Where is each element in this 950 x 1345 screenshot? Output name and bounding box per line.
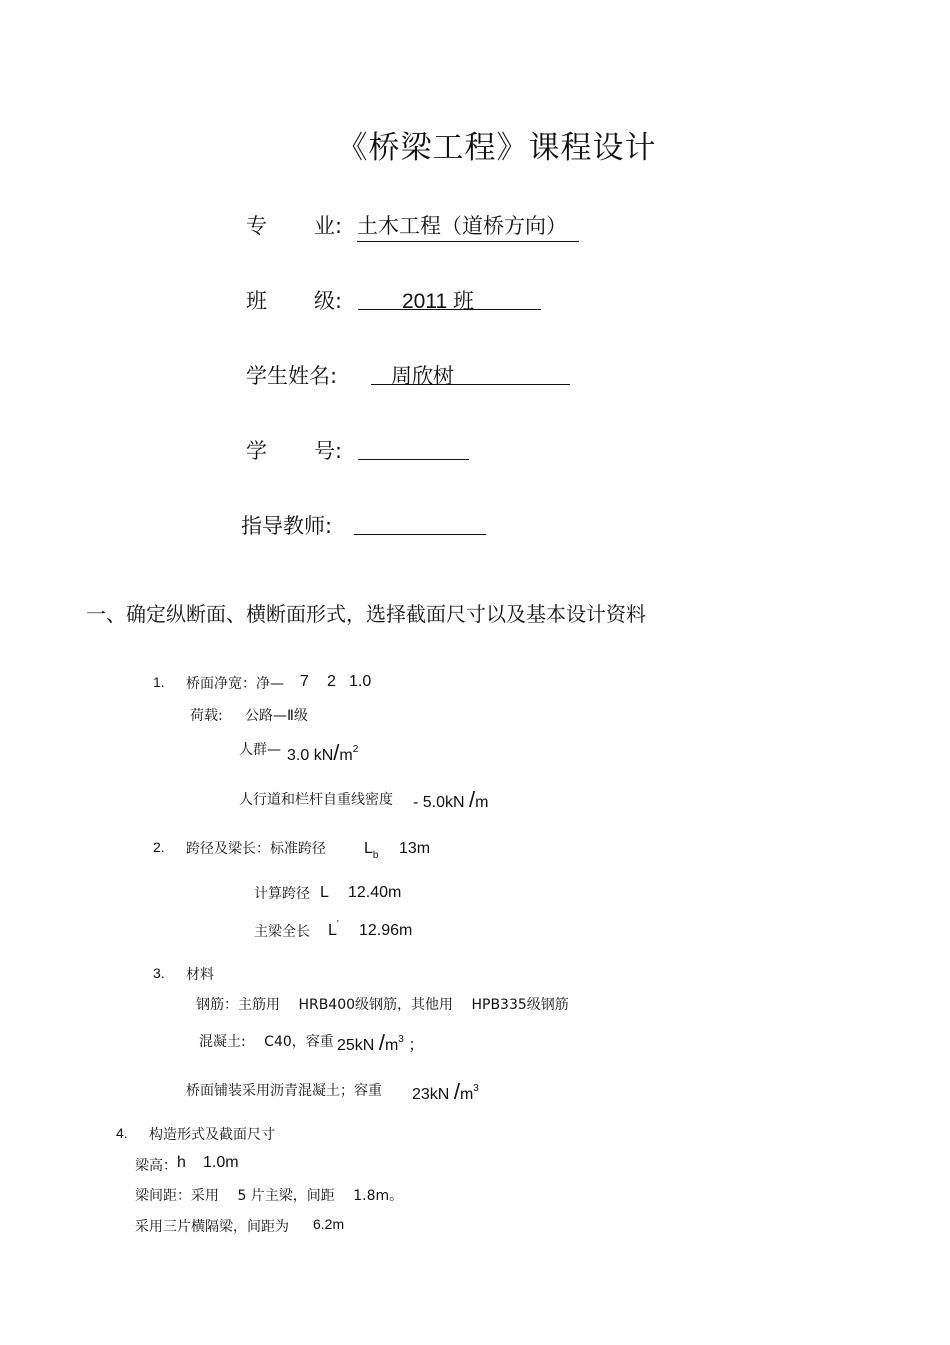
lb-subscript: b [372, 850, 379, 861]
item1-number: 1. [153, 674, 165, 690]
student-id-label-1: 学 [246, 439, 267, 463]
student-name-value: 周欣树 [391, 364, 454, 388]
item4-label: 构造形式及截面尺寸 [149, 1127, 275, 1143]
rail-load [413, 787, 488, 813]
full-length-symbol [328, 919, 339, 940]
item1-value-1: 7 [300, 673, 309, 690]
beam-height-symbol: h [177, 1154, 186, 1171]
full-prime: ' [336, 919, 339, 930]
class-value: 2011 班 [402, 290, 474, 313]
calc-span-symbol: L [320, 884, 329, 901]
item1-value-3: 1.0 [349, 673, 372, 690]
concrete-tail: ； [408, 1037, 425, 1054]
steel-spec: 钢筋：主筋用 HRB400级钢筋，其他用 HPB335级钢筋 [196, 997, 569, 1013]
load-value: 公路—Ⅱ级 [245, 708, 308, 724]
load-label: 荷载: [190, 708, 223, 724]
rail-slash: / [469, 787, 476, 812]
crowd-label: 人群— [239, 742, 281, 758]
class-label-2: 级: [314, 289, 343, 313]
beam-spacing: 梁间距：采用 5 片主梁，间距 1.8m。 [135, 1188, 404, 1204]
full-length-label: 主梁全长 [254, 924, 310, 940]
paving-label: 桥面铺装采用沥青混凝土；容重 [186, 1083, 382, 1099]
diaphragm-label: 采用三片横隔梁，间距为 [135, 1219, 289, 1235]
concrete-unit: m [384, 1037, 399, 1054]
student-id-value [358, 435, 469, 460]
major-label-2: 业: [314, 214, 343, 238]
rail-unit: m [475, 794, 489, 811]
calc-span-label: 计算跨径 [254, 886, 310, 902]
item1-label: 桥面净宽：净— [186, 676, 284, 692]
section-heading: 一、确定纵断面、横断面形式，选择截面尺寸以及基本设计资料 [86, 602, 646, 626]
paving-slash: / [453, 1079, 460, 1104]
concrete-weight [337, 1030, 424, 1056]
concrete-value: 25kN [337, 1037, 375, 1054]
item2-number-text: 2. [153, 839, 165, 855]
paving-weight [412, 1079, 479, 1105]
standard-span-symbol [364, 840, 379, 861]
paving-unit: m [459, 1086, 474, 1103]
item1-value-2: 2 [327, 673, 336, 690]
beam-height-label: 梁高： [135, 1158, 177, 1174]
item3-number: 3. [153, 965, 165, 981]
crowd-unit: m [339, 747, 353, 764]
lb-symbol: L [364, 840, 373, 857]
concrete-label: 混凝土: C40，容重 [199, 1034, 334, 1050]
crowd-load [287, 740, 358, 766]
crowd-slash: / [333, 740, 340, 765]
rail-label: 人行道和栏杆自重线密度 [239, 792, 393, 808]
advisor-value [354, 510, 486, 535]
item2-label: 跨径及梁长：标准跨径 [186, 841, 326, 857]
major-value: 土木工程（道桥方向） [357, 210, 579, 242]
student-id-label-2: 号: [314, 439, 343, 463]
diaphragm-value: 6.2m [313, 1216, 345, 1232]
concrete-slash: / [378, 1030, 385, 1055]
paving-value: 23kN [412, 1086, 450, 1103]
standard-span-value: 13m [399, 840, 431, 857]
advisor-label: 指导教师: [241, 514, 333, 538]
major-label-1: 专 [246, 214, 267, 238]
crowd-exponent: 2 [352, 744, 359, 755]
item4-number: 4. [116, 1125, 128, 1141]
full-symbol: L [328, 922, 337, 939]
rail-value: - 5.0kN [413, 794, 465, 811]
class-label-1: 班 [246, 289, 267, 313]
calc-span-value: 12.40m [348, 884, 402, 901]
student-name-label: 学生姓名: [246, 364, 338, 388]
crowd-value: 3.0 kN [287, 747, 334, 764]
item3-label: 材料 [186, 967, 214, 983]
beam-height-value: 1.0m [203, 1154, 239, 1171]
concrete-exponent: 3 [398, 1034, 404, 1045]
document-title: 《桥梁工程》课程设计 [336, 130, 657, 166]
full-length-value: 12.96m [359, 922, 413, 939]
paving-exponent: 3 [473, 1083, 479, 1094]
